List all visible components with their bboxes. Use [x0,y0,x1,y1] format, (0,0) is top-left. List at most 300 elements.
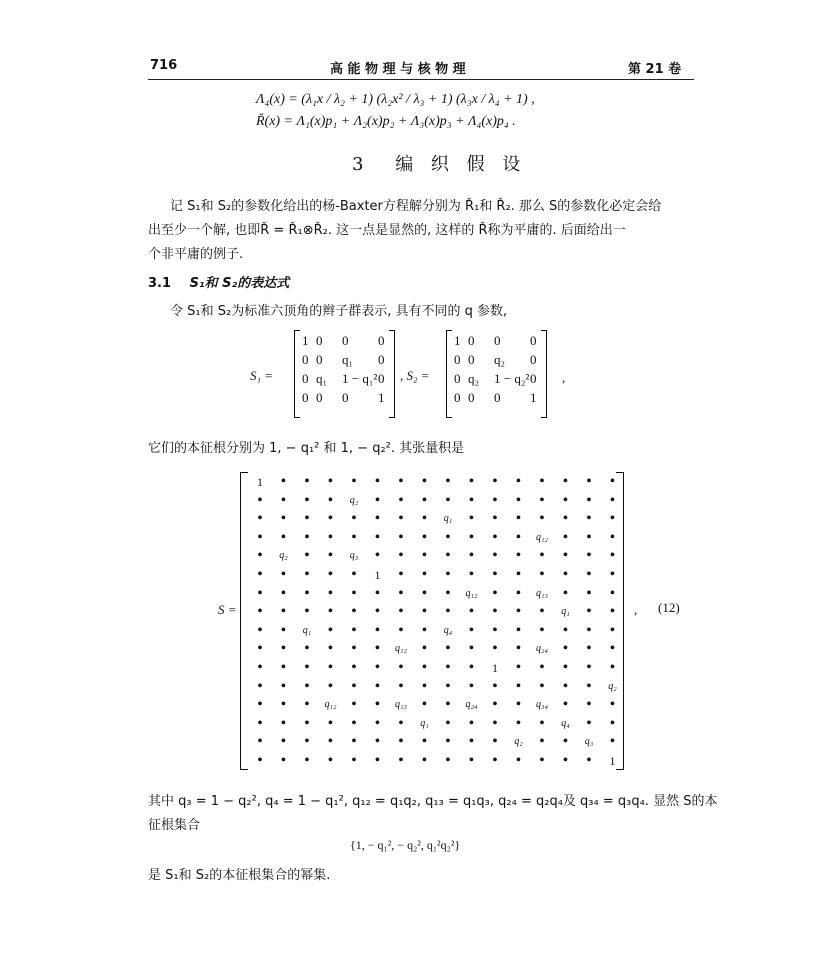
matrix-dot: • [445,604,451,620]
matrix-dot: • [610,734,615,750]
matrix-dot: • [516,511,521,527]
matrix-dot: • [516,529,521,545]
matrix-dot: • [586,548,592,564]
matrix-dot: • [281,678,286,694]
matrix-entry: 1 [492,661,498,675]
matrix-entry: q₃ [349,550,359,562]
matrix-dot: • [492,734,498,750]
matrix-dot: • [516,753,521,768]
equation-lambda4: Λ₄(x) = (λ₁x / λ₂ + 1) (λ₂x² / λ₃ + 1) (λ₃x / λ₄ + 1) , [256,92,535,107]
section-number: 3 [352,154,370,175]
matrix-dot: • [257,622,263,638]
matrix-dot: • [398,567,404,582]
matrix-dot: • [516,585,521,601]
matrix-dot: • [375,548,380,564]
matrix-dot: • [492,715,498,731]
matrix-dot: • [610,548,615,564]
matrix-entry: q₂ [349,494,359,506]
matrix-dot: • [328,660,333,675]
matrix-dot: • [328,641,333,657]
matrix-dot: • [586,474,592,489]
matrix-dot: • [563,548,568,564]
matrix-dot: • [445,753,451,768]
matrix-dot: • [610,660,615,675]
matrix-dot: • [281,697,286,713]
eigen-line: 它们的本征根分别为 1, − q₁² 和 1, − q₂². 其张量积是 [148,441,465,456]
matrix-dot: • [351,622,357,638]
matrix-dot: • [539,511,545,527]
section-title: 编 织 假 设 [395,154,527,175]
matrix-dot: • [563,511,568,527]
matrix-dot: • [422,604,427,620]
s1-left-bracket [294,330,300,418]
matrix-dot: • [469,660,474,675]
s2grid-cell: 0 [530,333,537,348]
matrix-dot: • [257,697,263,713]
matrix-dot: • [469,474,474,489]
matrix-dot: • [351,585,357,601]
s2grid-cell: 1 [530,390,537,405]
matrix-dot: • [445,678,451,694]
matrix-dot: • [492,548,498,564]
matrix-dot: • [610,604,615,620]
matrix-dot: • [375,678,380,694]
matrix-dot: • [398,622,404,638]
s2-left-bracket [446,330,452,418]
matrix-dot: • [351,715,357,731]
matrix-dot: • [563,492,568,508]
matrix-dot: • [445,529,451,545]
matrix-dot: • [492,511,498,527]
matrix-dot: • [398,678,404,694]
s2-right-bracket [541,330,547,418]
matrix-dot: • [257,604,263,620]
matrix-dot: • [586,641,592,657]
matrix-dot: • [351,678,357,694]
subsection-number: 3.1 [148,276,172,291]
matrix-dot: • [516,622,521,638]
matrix-dot: • [281,715,286,731]
matrix-dot: • [304,567,310,582]
matrix-dot: • [375,734,380,750]
matrix-dot: • [516,715,521,731]
s1-right-bracket [389,330,395,418]
matrix-dot: • [610,511,615,527]
s2grid-cell: 0 [454,390,461,405]
matrix-dot: • [586,604,592,620]
definitions-line1: 其中 q₃ = 1 − q₂², q₄ = 1 − q₁², q₁₂ = q₁q₂, q₁₃ = q₁q₃, q₂₄ = q₂q₄及 q₃₄ = q₃q₄. 显然 S的本 [148,794,718,809]
matrix-dot: • [375,660,380,675]
matrix-dot: • [586,753,592,768]
matrix-dot: • [445,715,451,731]
matrix-dot: • [469,548,474,564]
matrix-dot: • [304,585,310,601]
s1grid-cell: q₁ [342,352,354,367]
matrix-dot: • [516,641,521,657]
s1grid-cell: 1 [378,390,385,405]
matrix-dot: • [586,622,592,638]
matrix-dot: • [492,585,498,601]
matrix-dot: • [492,678,498,694]
s1grid-cell: 1 − q₁² [342,371,378,386]
matrix-dot: • [351,734,357,750]
matrix-dot: • [610,641,615,657]
matrix-dot: • [516,492,521,508]
eigen-set: {1, − q₁², − q₂², q₁²q₂²} [350,838,461,852]
matrix-dot: • [586,529,592,545]
matrix-dot: • [539,567,545,582]
journal-title: 高 能 物 理 与 核 物 理 [330,62,466,77]
matrix-dot: • [563,660,568,675]
matrix-dot: • [375,492,380,508]
matrix-dot: • [281,529,286,545]
matrix-dot: • [281,660,286,675]
matrix-dot: • [445,474,451,489]
matrix-entry: q₁₃ [536,587,548,599]
matrix-dot: • [539,678,545,694]
matrix-dot: • [328,529,333,545]
matrix-dot: • [328,511,333,527]
header-rule [148,79,694,80]
matrix-dot: • [304,734,310,750]
matrix-dot: • [445,585,451,601]
matrix-entry: q₁₂ [536,531,548,543]
matrix-dot: • [610,715,615,731]
matrix-dot: • [610,474,615,489]
equation-number: (12) [658,600,680,615]
matrix-dot: • [469,622,474,638]
matrix-dot: • [445,734,451,750]
s2grid-cell: 0 [494,390,501,405]
matrix-entry: q₂ [279,550,288,562]
equation-r-hat: Ř(x) = Λ₁(x)p₁ + Λ₂(x)p₂ + Λ₃(x)p₃ + Λ₄(x)p₄ . [256,114,516,129]
matrix-dot: • [422,641,427,657]
s2grid-cell: 0 [468,390,475,405]
matrix-dot: • [351,511,357,527]
matrix-dot: • [281,492,286,508]
matrix-dot: • [351,474,357,489]
matrix-dot: • [610,567,615,582]
matrix-dot: • [539,548,545,564]
matrix-entry: q₁₂ [324,699,337,711]
matrix-dot: • [422,492,427,508]
matrix-dot: • [257,678,263,694]
s1grid-cell: 0 [378,371,385,386]
matrix-dot: • [304,529,310,545]
matrix-dot: • [422,511,427,527]
s1grid-cell: 0 [316,352,323,367]
s2grid-cell: 1 − q₂² [494,371,530,386]
s1grid-cell: 0 [378,352,385,367]
matrix-dot: • [586,585,592,601]
s2grid-cell: 0 [530,352,537,367]
paragraph1-line1: 记 S₁和 S₂的参数化给出的杨-Baxter方程解分别为 Ř₁和 Ř₂. 那么 S的参数化必定会给 [170,199,662,214]
matrix-entry: q₄ [561,717,570,729]
s1grid-cell: 0 [342,390,349,405]
matrix-dot: • [328,474,333,489]
matrix-dot: • [539,492,545,508]
matrix-dot: • [422,548,427,564]
matrix-dot: • [492,567,498,582]
matrix-dot: • [539,715,545,731]
matrix-dot: • [304,548,310,564]
matrix-dot: • [610,585,615,601]
matrix-dot: • [469,753,474,768]
matrix-dot: • [304,715,310,731]
matrix-dot: • [328,622,333,638]
matrix-dot: • [516,567,521,582]
matrix-dot: • [375,511,380,527]
matrix-dot: • [610,529,615,545]
matrix-dot: • [351,697,357,713]
matrix-dot: • [375,474,380,489]
matrix-entry: q₁ [420,717,429,729]
matrix-dot: • [586,511,592,527]
matrix-entry: q₃ [584,736,594,748]
matrix-dot: • [304,678,310,694]
matrix-dot: • [422,529,427,545]
matrix-dot: • [539,734,545,750]
matrix-dot: • [586,678,592,694]
matrix-dot: • [281,622,286,638]
matrix-dot: • [586,567,592,582]
matrix-dot: • [539,474,545,489]
matrix-dot: • [610,697,615,713]
matrix-dot: • [422,585,427,601]
matrix-dot: • [281,734,286,750]
matrix-dot: • [469,604,474,620]
matrix-dot: • [304,604,310,620]
matrix-dot: • [351,660,357,675]
closing-line: 是 S₁和 S₂的本征根集合的幂集. [148,868,331,883]
matrix-dot: • [516,604,521,620]
s1grid-cell: 0 [316,390,323,405]
matrix-dot: • [328,585,333,601]
matrix-dot: • [281,474,286,489]
matrix-dot: • [328,567,333,582]
matrix-entry: q₁ [443,513,453,525]
matrix-entry: q₂ [608,680,617,692]
matrix-dot: • [422,734,427,750]
matrix-dot: • [375,604,380,620]
matrix-entry: q₁₃ [395,699,407,711]
s2grid-cell: q₂ [494,352,506,367]
s2grid-cell: q₂ [468,371,480,386]
matrix-dot: • [492,492,498,508]
s2grid-cell: 0 [454,352,461,367]
matrix-dot: • [257,548,263,564]
subsection-title: S₁和 S₂的表达式 [189,276,290,291]
matrix-dot: • [304,474,310,489]
s1grid-cell: 0 [302,371,309,386]
matrix-dot: • [422,678,427,694]
matrix-dot: • [304,753,310,768]
matrix-dot: • [469,678,474,694]
volume-label: 第 21 卷 [628,62,682,77]
matrix-dot: • [492,474,498,489]
matrix-dot: • [351,529,357,545]
matrix-dot: • [398,753,404,768]
matrix-dot: • [516,678,521,694]
matrix-entry: q₂₄ [465,699,478,711]
matrix-dot: • [445,548,451,564]
matrix-entry: q₂ [514,736,523,748]
s1grid-cell: 0 [378,333,385,348]
matrix-dot: • [539,753,545,768]
matrix-dot: • [422,753,427,768]
matrix-dot: • [469,492,474,508]
matrix-entry: q₂₄ [536,643,548,655]
s2-label: , S₂ = [400,368,430,383]
matrix-dot: • [422,697,427,713]
matrix-dot: • [492,753,498,768]
matrix-dot: • [257,660,263,675]
matrix-dot: • [351,753,357,768]
matrix-dot: • [281,604,286,620]
s1-label: S₁ = [250,368,274,383]
matrix-dot: • [539,622,545,638]
matrix-dot: • [328,548,333,564]
matrix-dot: • [492,622,498,638]
matrix-dot: • [304,660,310,675]
matrix-dot: • [469,641,474,657]
matrix-dot: • [469,529,474,545]
matrix-dot: • [563,641,568,657]
matrix-dot: • [516,697,521,713]
matrix-entry: q₃₄ [536,699,548,711]
matrix-dot: • [516,548,521,564]
s1grid-cell: q₁ [316,371,328,386]
matrix-entry: q₄ [443,624,453,636]
matrix-dot: • [281,753,286,768]
paragraph2: 令 S₁和 S₂为标准六顶角的辫子群表示, 具有不同的 q 参数, [170,304,508,319]
matrix-dot: • [257,492,263,508]
subsection-heading [148,272,289,291]
s1grid-cell: 0 [342,333,349,348]
matrix-dot: • [563,585,568,601]
matrix-dot: • [445,492,451,508]
big-matrix-trailing: , [634,602,638,617]
matrix-dot: • [610,622,615,638]
matrix-dot: • [586,715,592,731]
matrix-dot: • [375,641,380,657]
matrix-dot: • [328,492,333,508]
matrix-dot: • [563,567,568,582]
matrix-dot: • [375,622,380,638]
matrix-dot: • [610,492,615,508]
paragraph1-line3: 个非平庸的例子. [148,247,244,262]
matrix-dot: • [492,697,498,713]
matrix-dot: • [281,641,286,657]
definitions-line2: 征根集合 [148,818,201,833]
matrix-entry: q₁₂ [395,643,407,655]
s1grid-cell: 1 [302,333,309,348]
matrix-dot: • [281,567,286,582]
matrix-dot: • [257,753,263,768]
matrix-dot: • [257,585,263,601]
matrix-dot: • [304,492,310,508]
matrix-dot: • [445,567,451,582]
matrix-dot: • [469,715,474,731]
s1grid-cell: 0 [302,352,309,367]
matrix-dot: • [422,474,427,489]
page-number: 716 [150,58,178,73]
matrix-dot: • [422,622,427,638]
big-matrix-left-bracket [240,472,248,770]
matrix-dot: • [563,678,568,694]
matrix-dot: • [563,529,568,545]
matrix-dot: • [539,604,545,620]
big-matrix-label: S = [218,602,237,617]
matrix-dot: • [398,715,404,731]
matrix-dot: • [257,567,263,582]
matrix-dot: • [563,734,568,750]
small-matrices-trailing: , [562,370,566,385]
matrix-dot: • [469,511,474,527]
matrix-dot: • [445,660,451,675]
matrix-entry: q₁ [302,624,312,636]
matrix-dot: • [257,511,263,527]
matrix-dot: • [281,585,286,601]
matrix-dot: • [492,604,498,620]
section-heading [352,150,526,176]
s1grid-cell: 0 [316,333,323,348]
matrix-dot: • [375,715,380,731]
matrix-entry: 1 [257,475,263,489]
matrix-dot: • [398,585,404,601]
matrix-dot: • [328,753,333,768]
matrix-entry: 1 [374,568,381,582]
matrix-dot: • [492,641,498,657]
s2grid-cell: 0 [468,333,475,348]
matrix-dot: • [586,492,592,508]
matrix-dot: • [328,604,333,620]
matrix-dot: • [398,511,404,527]
matrix-dot: • [516,474,521,489]
matrix-dot: • [351,604,357,620]
matrix-entry: q₁ [561,606,570,618]
matrix-dot: • [398,492,404,508]
matrix-dot: • [398,548,404,564]
s2grid-cell: 0 [494,333,501,348]
matrix-dot: • [398,529,404,545]
s2grid-cell: 1 [454,333,461,348]
matrix-dot: • [586,660,592,675]
s2grid-cell: 0 [454,371,461,386]
matrix-dot: • [328,715,333,731]
matrix-entry: q₁₂ [465,587,478,599]
matrix-dot: • [398,604,404,620]
s2grid-cell: 0 [530,371,537,386]
matrix-dot: • [281,511,286,527]
matrix-dot: • [398,474,404,489]
s2grid-cell: 0 [468,352,475,367]
matrix-dot: • [563,622,568,638]
matrix-dot: • [351,641,357,657]
matrix-dot: • [422,660,427,675]
matrix-dot: • [563,753,568,768]
matrix-dot: • [304,697,310,713]
matrix-dot: • [328,734,333,750]
matrix-dot: • [351,567,357,582]
matrix-dot: • [445,697,451,713]
matrix-dot: • [304,511,310,527]
matrix-dot: • [445,641,451,657]
matrix-dot: • [328,678,333,694]
matrix-dot: • [257,715,263,731]
matrix-dot: • [539,660,545,675]
matrix-dot: • [375,697,380,713]
